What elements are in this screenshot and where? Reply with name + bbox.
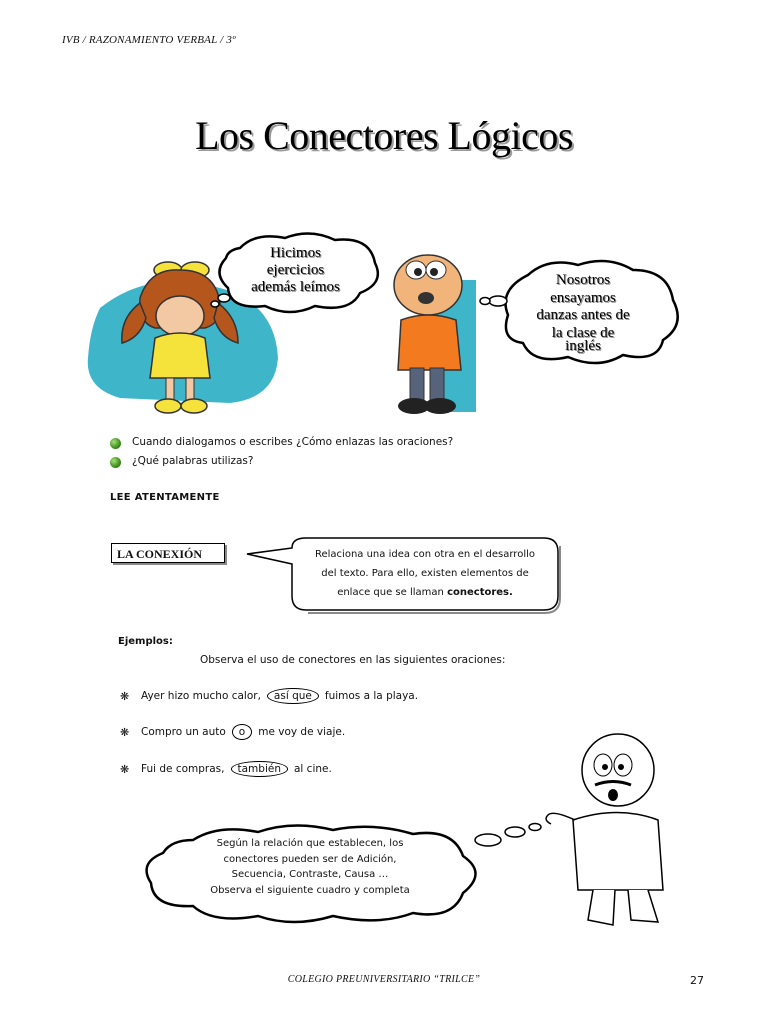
green-bullet-icon [110, 457, 121, 468]
footer-school: COLEGIO PREUNIVERSITARIO “TRILCE” [287, 974, 481, 985]
lee-atentamente-heading: LEE ATENTAMENTE [110, 492, 220, 503]
question-2: ¿Qué palabras utilizas? [132, 455, 254, 467]
example-row: ❋ Compro un auto o me voy de viaje. [120, 725, 346, 739]
ejemplos-intro: Observa el uso de conectores en las siguientes oraciones: [200, 654, 506, 666]
conexion-definition: Relaciona una idea con otra en el desarrollo del texto. Para ello, existen elementos de enlace que se llaman conectores. [315, 549, 535, 598]
girl-cloud-text: Hicimos ejercicios además leímos [251, 245, 340, 295]
page-title: Los Conectores Lógicos [195, 113, 573, 158]
example-row: ❋ Fui de compras, también al cine. [120, 762, 332, 776]
conectores-bold: conectores. [447, 587, 513, 598]
teacher-illustration [533, 720, 683, 940]
asterisk-bullet-icon: ❋ [120, 762, 130, 776]
ejemplos-heading: Ejemplos: [118, 636, 173, 647]
asterisk-bullet-icon: ❋ [120, 725, 130, 739]
question-1: Cuando dialogamos o escribes ¿Cómo enlazas las oraciones? [132, 436, 454, 448]
green-bullet-icon [110, 438, 121, 449]
example-row: ❋ Ayer hizo mucho calor, así que fuimos a la playa. [120, 689, 419, 703]
boy-cloud-text: Nosotros ensayamos danzas antes de la clase de inglés [536, 272, 630, 354]
page-header: IVB / RAZONAMIENTO VERBAL / 3º [62, 34, 236, 46]
boy-illustration [386, 240, 481, 418]
connector-circled: también [231, 761, 288, 777]
teacher-cloud-text: Según la relación que establecen, los conectores pueden ser de Adición, Secuencia, Contraste, Causa … Observa el siguiente cuadro y completa [210, 838, 410, 896]
conexion-label: LA CONEXIÓN [111, 543, 225, 563]
asterisk-bullet-icon: ❋ [120, 689, 130, 703]
connector-circled: o [232, 724, 252, 740]
page-number: 27 [690, 974, 704, 987]
connector-circled: así que [267, 688, 319, 704]
